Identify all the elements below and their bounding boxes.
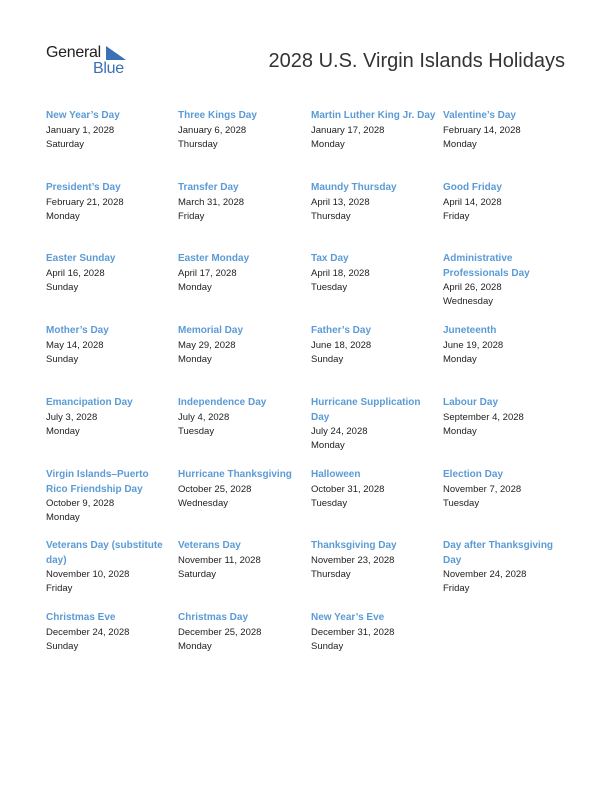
holiday-name: Administrative Professionals Day [443, 253, 530, 279]
holiday-entry [46, 252, 172, 295]
holiday-entry [46, 181, 172, 224]
holiday-name: Independence Day [178, 397, 267, 408]
holiday-name: Father’s Day [311, 325, 372, 336]
holiday-date: November 23, 2028 [311, 554, 395, 566]
holiday-name: Christmas Day [178, 612, 249, 623]
holiday-day: Wednesday [443, 296, 493, 307]
holiday-name: Easter Sunday [46, 253, 116, 264]
holiday-entry [311, 324, 437, 367]
holiday-day: Wednesday [178, 497, 228, 509]
holiday-entry [178, 539, 304, 582]
holiday-day: Saturday [178, 568, 217, 580]
holiday-day: Monday [46, 210, 80, 222]
holiday-day: Sunday [46, 640, 79, 652]
holiday-name: New Year’s Day [46, 110, 120, 121]
holiday-day: Monday [46, 425, 80, 437]
holiday-name: Maundy Thursday [311, 182, 397, 193]
holiday-name: Martin Luther King Jr. Day [311, 110, 436, 121]
holiday-entry [46, 468, 172, 525]
holiday-entry [443, 468, 569, 511]
holiday-name: Christmas Eve [46, 612, 116, 623]
holiday-entry [311, 611, 437, 654]
holiday-name: Election Day [443, 469, 504, 480]
holiday-day: Friday [443, 583, 470, 594]
holiday-name: Hurricane Thanksgiving [178, 469, 292, 480]
holiday-day: Sunday [46, 281, 79, 293]
holiday-entry [46, 539, 172, 596]
holiday-entry [178, 109, 304, 152]
holiday-date: November 24, 2028 [443, 569, 527, 580]
holiday-entry [311, 396, 437, 453]
holiday-name: Valentine’s Day [443, 110, 516, 121]
holiday-day: Tuesday [311, 281, 348, 293]
holiday-day: Monday [178, 640, 212, 652]
holiday-date: January 6, 2028 [178, 124, 247, 136]
holiday-name: Day after Thanksgiving Day [443, 540, 554, 566]
holiday-name: Labour Day [443, 397, 499, 408]
holiday-entry [178, 181, 304, 224]
holiday-date: May 14, 2028 [46, 339, 104, 351]
holiday-date: April 13, 2028 [311, 196, 370, 208]
holiday-date: April 16, 2028 [46, 267, 105, 279]
holiday-day: Sunday [311, 353, 344, 365]
holiday-date: March 31, 2028 [178, 196, 245, 208]
holiday-date: October 9, 2028 [46, 498, 115, 509]
holiday-entry [46, 324, 172, 367]
holiday-date: October 31, 2028 [311, 483, 385, 495]
logo-flag-icon [106, 46, 126, 60]
holiday-date: December 24, 2028 [46, 626, 130, 638]
holiday-entry [443, 539, 569, 596]
holiday-name: President’s Day [46, 182, 121, 193]
holiday-date: April 14, 2028 [443, 196, 502, 208]
holiday-day: Monday [311, 138, 345, 150]
holiday-day: Monday [178, 281, 212, 293]
holiday-entry [443, 324, 569, 367]
holiday-day: Monday [178, 353, 212, 365]
holiday-day: Monday [311, 440, 345, 451]
holiday-name: Thanksgiving Day [311, 540, 397, 551]
holiday-date: July 3, 2028 [46, 411, 98, 423]
holiday-day: Thursday [311, 210, 351, 222]
holiday-day: Tuesday [311, 497, 348, 509]
holiday-date: December 25, 2028 [178, 626, 262, 638]
holiday-date: November 10, 2028 [46, 569, 130, 580]
holiday-entry [311, 181, 437, 224]
holiday-entry [443, 109, 569, 152]
holiday-date: January 1, 2028 [46, 124, 115, 136]
holiday-name: Virgin Islands–Puerto Rico Friendship Day [46, 469, 149, 495]
holiday-entry [178, 468, 304, 511]
holiday-date: September 4, 2028 [443, 411, 524, 423]
holiday-day: Friday [46, 583, 73, 594]
holiday-name: Good Friday [443, 182, 502, 193]
holiday-entry [443, 396, 569, 439]
holiday-entry [178, 611, 304, 654]
logo-general-text: General [46, 44, 101, 61]
holiday-name: Memorial Day [178, 325, 244, 336]
holiday-entry [178, 252, 304, 295]
holiday-name: Transfer Day [178, 182, 239, 193]
holiday-entry [178, 324, 304, 367]
holiday-day: Thursday [178, 138, 218, 150]
holiday-name: Veterans Day (substitute day) [46, 540, 163, 566]
holiday-entry [46, 396, 172, 439]
holiday-entry [311, 252, 437, 295]
holiday-date: January 17, 2028 [311, 124, 385, 136]
holiday-name: Juneteenth [443, 325, 497, 336]
holiday-day: Monday [443, 425, 477, 437]
holiday-entry [311, 539, 437, 582]
holiday-date: April 17, 2028 [178, 267, 237, 279]
holiday-date: June 18, 2028 [311, 339, 372, 351]
holiday-date: April 18, 2028 [311, 267, 370, 279]
holiday-date: July 24, 2028 [311, 426, 368, 437]
page-title: 2028 U.S. Virgin Islands Holidays [268, 50, 565, 72]
holiday-date: February 14, 2028 [443, 124, 521, 136]
holiday-entry [311, 109, 437, 152]
holiday-name: New Year’s Eve [311, 612, 385, 623]
holiday-date: February 21, 2028 [46, 196, 124, 208]
holiday-date: May 29, 2028 [178, 339, 236, 351]
holiday-entry [46, 611, 172, 654]
holiday-entry [311, 468, 437, 511]
holiday-day: Thursday [311, 568, 351, 580]
holiday-date: December 31, 2028 [311, 626, 395, 638]
holiday-date: October 25, 2028 [178, 483, 252, 495]
holiday-name: Three Kings Day [178, 110, 257, 121]
holiday-date: November 7, 2028 [443, 483, 522, 495]
holiday-entry [443, 181, 569, 224]
holiday-day: Sunday [311, 640, 344, 652]
holiday-name: Hurricane Supplication Day [311, 397, 421, 423]
holiday-day: Friday [443, 210, 470, 222]
holiday-date: April 26, 2028 [443, 282, 502, 293]
holiday-day: Friday [178, 210, 205, 222]
holiday-day: Sunday [46, 353, 79, 365]
holiday-date: November 11, 2028 [178, 554, 261, 566]
holiday-name: Easter Monday [178, 253, 250, 264]
holiday-entry [443, 252, 569, 309]
holiday-entry [46, 109, 172, 152]
holiday-name: Halloween [311, 469, 361, 480]
holiday-day: Saturday [46, 138, 85, 150]
holiday-day: Tuesday [178, 425, 215, 437]
holiday-name: Emancipation Day [46, 397, 133, 408]
holiday-date: June 19, 2028 [443, 339, 504, 351]
holiday-name: Mother’s Day [46, 325, 109, 336]
holiday-entry [178, 396, 304, 439]
holiday-day: Tuesday [443, 497, 480, 509]
holiday-day: Monday [46, 512, 80, 523]
logo [46, 44, 136, 78]
holiday-date: July 4, 2028 [178, 411, 230, 423]
holiday-day: Monday [443, 138, 477, 150]
holiday-name: Tax Day [311, 253, 349, 264]
holiday-name: Veterans Day [178, 540, 241, 551]
logo-blue-text: Blue [93, 60, 124, 77]
holiday-day: Monday [443, 353, 477, 365]
